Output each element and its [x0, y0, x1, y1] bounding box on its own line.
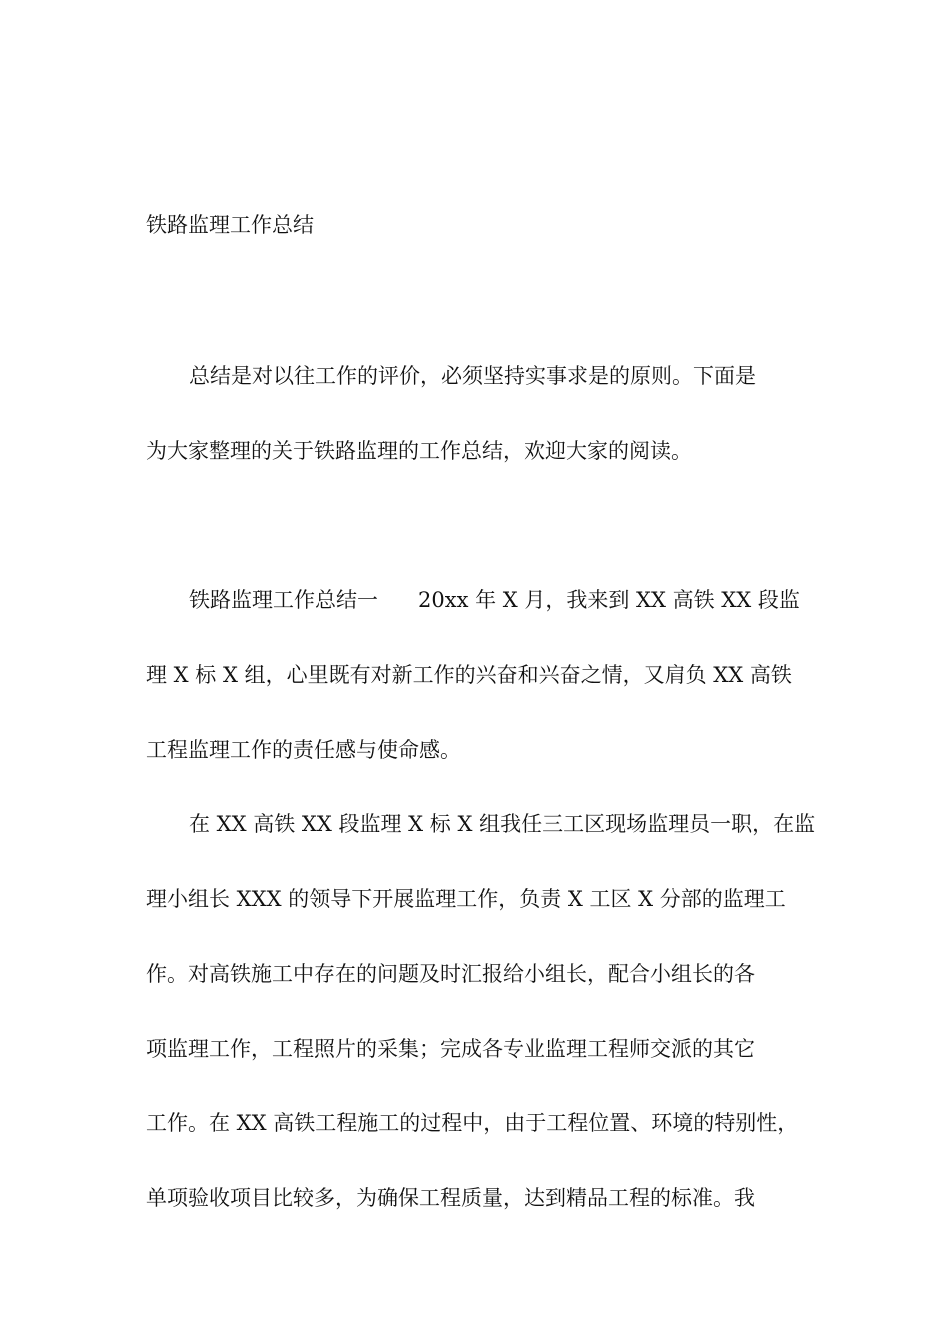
section2-line-6: 单项验收项目比较多，为确保工程质量，达到精品工程的标准。我	[146, 1186, 755, 1210]
section1-line-3: 工程监理工作的责任感与使命感。	[146, 738, 461, 762]
intro-line-1: 总结是对以往工作的评价，必须坚持实事求是的原则。下面是	[189, 364, 756, 388]
section2-line-5: 工作。在 XX 高铁工程施工的过程中，由于工程位置、环境的特别性，	[146, 1111, 799, 1135]
document-title: 铁路监理工作总结	[146, 213, 314, 237]
section2-line-4: 项监理工作，工程照片的采集；完成各专业监理工程师交派的其它	[146, 1037, 755, 1061]
section2-line-1: 在 XX 高铁 XX 段监理 X 标 X 组我任三工区现场监理员一职，在监	[189, 812, 816, 836]
section2-line-3: 作。对高铁施工中存在的问题及时汇报给小组长，配合小组长的各	[146, 962, 755, 986]
section1-heading: 铁路监理工作总结一	[189, 588, 378, 612]
section1-line-1	[189, 585, 800, 615]
section1-line-1-rest: 20xx 年 X 月，我来到 XX 高铁 XX 段监	[418, 588, 800, 612]
section2-line-2: 理小组长 XXX 的领导下开展监理工作，负责 X 工区 X 分部的监理工	[146, 887, 786, 911]
section1-line-2: 理 X 标 X 组，心里既有对新工作的兴奋和兴奋之情，又肩负 XX 高铁	[146, 663, 792, 687]
intro-line-2: 为大家整理的关于铁路监理的工作总结，欢迎大家的阅读。	[146, 439, 692, 463]
